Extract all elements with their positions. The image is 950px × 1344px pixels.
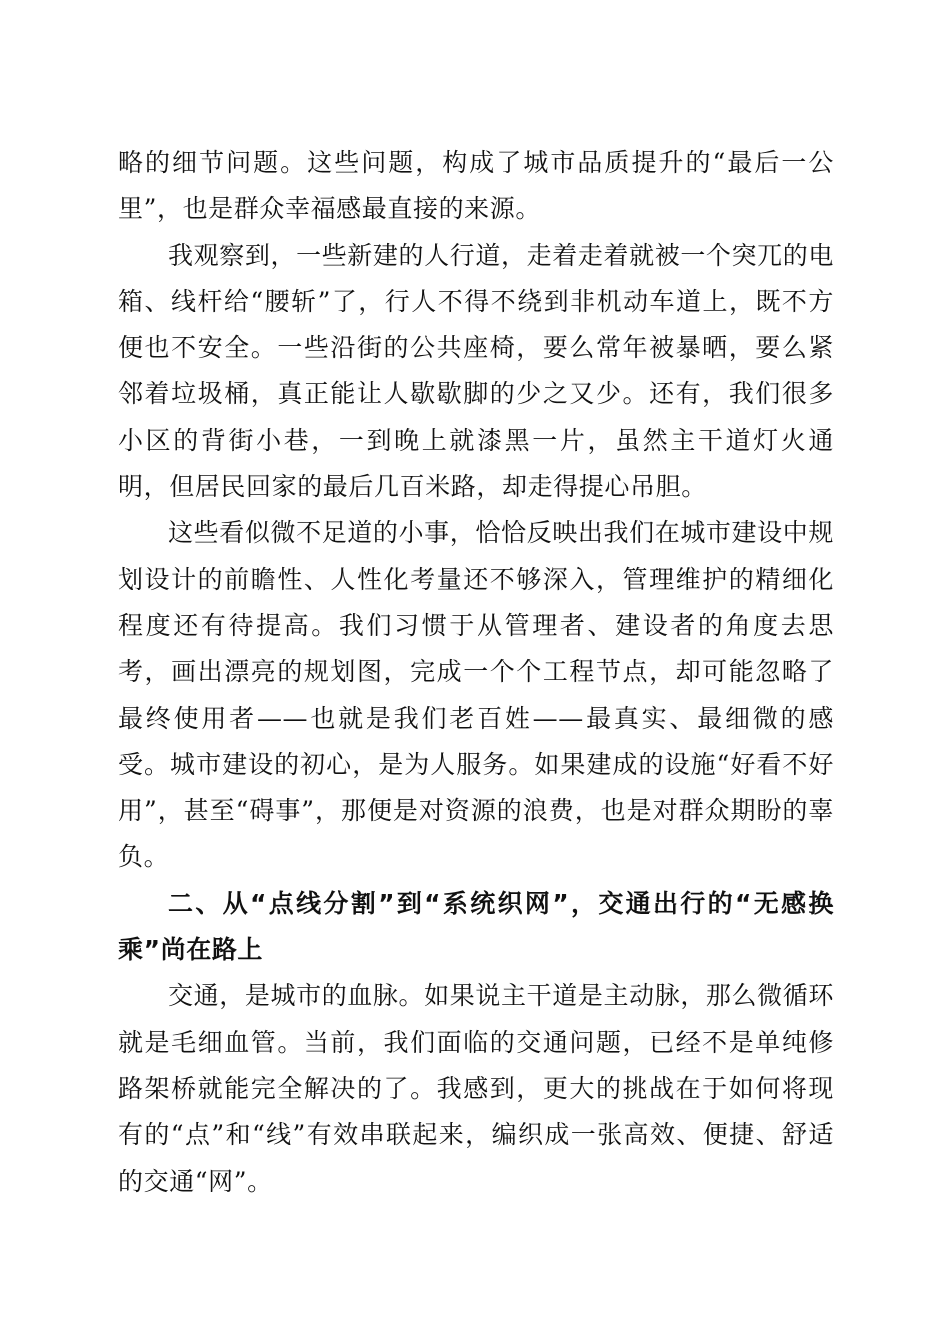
paragraph-reflection: 这些看似微不足道的小事，恰恰反映出我们在城市建设中规划设计的前瞻性、人性化考量还不够深入，管理维护的精细化程度还有待提高。我们习惯于从管理者、建设者的角度去思考，画出漂亮的规划图，完成一个个工程节点，却可能忽略了最终使用者——也就是我们老百姓——最真实、最细微的感受。城市建设的初心，是为人服务。如果建成的设施“好看不好用”，甚至“碍事”，那便是对资源的浪费，也是对群众期盼的辜负。 bbox=[118, 518, 834, 872]
document-body bbox=[118, 140, 834, 1205]
section-heading: 二、从“点线分割”到“系统织网”，交通出行的“无感换乘”尚在路上 bbox=[118, 888, 834, 965]
paragraph-continued: 略的细节问题。这些问题，构成了城市品质提升的“最后一公里”，也是群众幸福感最直接的来源。 bbox=[118, 148, 834, 224]
paragraph-observations: 我观察到，一些新建的人行道，走着走着就被一个突兀的电箱、线杆给“腰斩”了，行人不得不绕到非机动车道上，既不方便也不安全。一些沿街的公共座椅，要么常年被暴晒，要么紧邻着垃圾桶，真正能让人歇歇脚的少之又少。还有，我们很多小区的背街小巷，一到晚上就漆黑一片，虽然主干道灯火通明，但居民回家的最后几百米路，却走得提心吊胆。 bbox=[118, 240, 834, 502]
paragraph-traffic: 交通，是城市的血脉。如果说主干道是主动脉，那么微循环就是毛细血管。当前，我们面临的交通问题，已经不是单纯修路架桥就能完全解决的了。我感到，更大的挑战在于如何将现有的“点”和“线”有效串联起来，编织成一张高效、便捷、舒适的交通“网”。 bbox=[118, 981, 834, 1196]
